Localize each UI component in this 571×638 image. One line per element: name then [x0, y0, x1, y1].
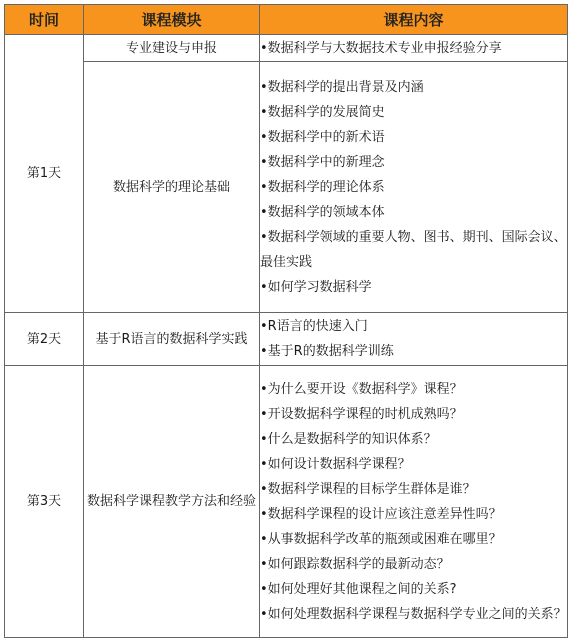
- day2-time: 第2天: [5, 313, 84, 366]
- day3-row: [5, 366, 568, 638]
- day2-module: 基于R语言的数据科学实践: [84, 313, 260, 366]
- list-item: •数据科学中的新术语: [260, 129, 385, 145]
- day3-time: 第3天: [5, 366, 84, 638]
- list-item: •数据科学的提出背景及内涵: [260, 79, 424, 95]
- list-item: •如何学习数据科学: [260, 279, 372, 295]
- day1-content-a: [260, 35, 568, 62]
- header-content: 课程内容: [260, 5, 568, 35]
- list-item: •数据科学的领域本体: [260, 204, 385, 220]
- day1-row-a: [5, 35, 568, 62]
- list-item: •数据科学课程的目标学生群体是谁？: [260, 481, 476, 497]
- list-item: •如何处理好其他课程之间的关系?: [260, 581, 457, 597]
- day3-module: 数据科学课程教学方法和经验: [84, 366, 260, 638]
- list-item: •数据科学的理论体系: [260, 179, 385, 195]
- day1-row-b: [5, 62, 568, 313]
- header-module: 课程模块: [84, 5, 260, 35]
- list-item: •数据科学领域的重要人物、图书、期刊、国际会议、最佳实践: [260, 229, 567, 270]
- day2-content: [260, 313, 568, 366]
- list-item: •如何设计数据科学课程？: [260, 456, 411, 472]
- list-item: •如何跟踪数据科学的最新动态？: [260, 556, 450, 572]
- list-item: •为什么要开设《数据科学》课程？: [260, 381, 463, 397]
- day1-module-b: 数据科学的理论基础: [84, 62, 260, 313]
- course-schedule-table: [4, 4, 568, 638]
- list-item: •数据科学中的新理念: [260, 154, 385, 170]
- list-item: •从事数据科学改革的瓶颈或困难在哪里？: [260, 531, 502, 547]
- list-item: •开设数据科学课程的时机成熟吗？: [260, 406, 463, 422]
- list-item: •如何处理数据科学课程与数据科学专业之间的关系？: [260, 606, 567, 622]
- list-item: •数据科学的发展简史: [260, 104, 385, 120]
- day2-row: [5, 313, 568, 366]
- day1-time: 第1天: [5, 35, 84, 313]
- list-item: •数据科学与大数据技术专业申报经验分享: [260, 40, 502, 56]
- list-item: •数据科学课程的设计应该注意差异性吗？: [260, 506, 502, 522]
- header-time: 时间: [5, 5, 84, 35]
- day3-content: [260, 366, 568, 638]
- day1-module-a: 专业建设与申报: [84, 35, 260, 62]
- header-row: [5, 5, 568, 35]
- day1-content-b: [260, 62, 568, 313]
- list-item: •R语言的快速入门: [260, 319, 368, 334]
- list-item: •什么是数据科学的知识体系？: [260, 431, 437, 447]
- list-item: •基于R的数据科学训练: [260, 344, 394, 359]
